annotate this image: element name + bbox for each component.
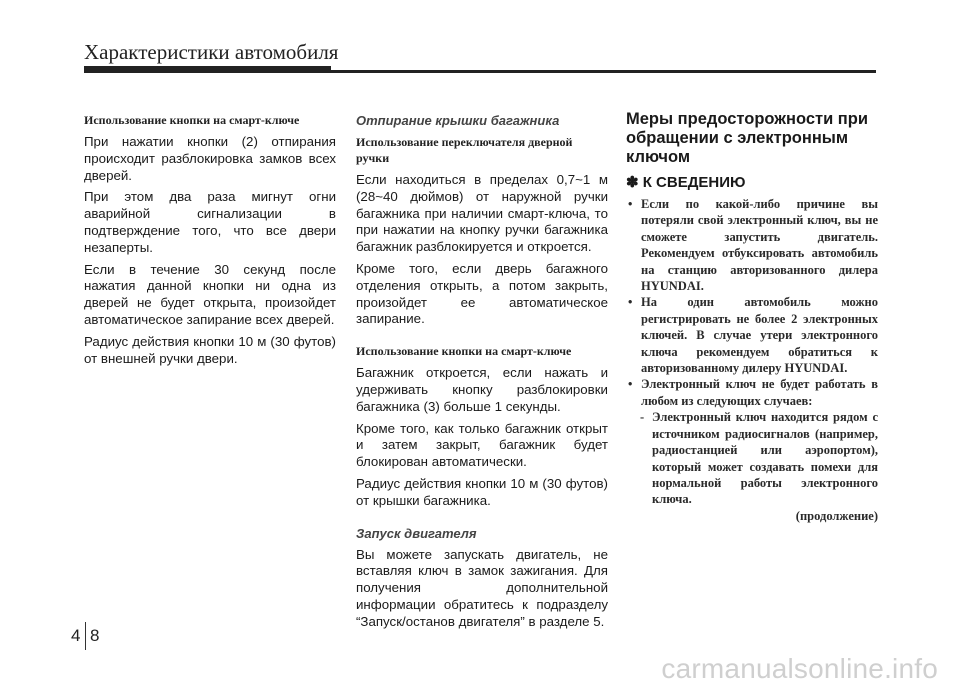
paragraph: Кроме того, если дверь багажного отделения открыть, а потом закрыть, произойдет ее автоматическое запирание. [356, 260, 608, 327]
continued-label: (продолжение) [795, 508, 878, 523]
bullet-icon: • [628, 295, 633, 310]
column-2 [356, 112, 608, 636]
paragraph: При нажатии кнопки (2) отпирания происходит разблокировка замков всех дверей. [84, 134, 336, 183]
header-rule [84, 70, 876, 73]
list-item: • На один автомобиль можно регистрировать не более 2 электронных ключей. В случае утери электронного ключа рекомендуем обратиться к авторизованному дилеру HYUNDAI. [628, 295, 878, 376]
page-number: 8 [90, 626, 100, 645]
paragraph: При этом два раза мигнут огни аварийной сигнализации в подтверждение того, что все двери незаперты. [84, 189, 336, 255]
page-number-divider [85, 622, 86, 650]
trunk-unlock-section-title: Отпирание крышки багажника [356, 113, 560, 128]
engine-start-section-title: Запуск двигателя [356, 525, 477, 541]
paragraph: Кроме того, как только багажник открыт и затем закрыт, багажник будет блокирован автоматически. [356, 420, 608, 470]
paragraph: Если в течение 30 секунд после нажатия данной кнопки ни одна из дверей не будет открыта, произойдет автоматическое запирание всех дверей. [84, 261, 336, 327]
smart-key-button-heading: Использование кнопки на смарт-ключе [356, 344, 572, 359]
column-3 [626, 112, 878, 524]
paragraph: Радиус действия кнопки 10 м (30 футов) от крышки багажника. [356, 475, 608, 508]
dash-list-item: - Электронный ключ находится рядом с источником радиосигналов (например, радиостанцией или аэропортом), который может создавать помехи для нормальной работы электронного ключа. [640, 410, 878, 507]
door-handle-switch-heading: Использование переключателя дверной ручки [356, 135, 573, 165]
paragraph: Вы можете запускать двигатель, не вставляя ключ в замок зажигания. Для получения дополнительной информации обратитесь к подразделу “Запуск/останов двигателя” в разделе 5. [356, 546, 608, 629]
column-1 [84, 112, 336, 372]
note-bullet-list [626, 196, 878, 409]
page-section-number: 4 [71, 626, 81, 645]
watermark: carmanualsonline.info [661, 653, 938, 684]
bullet-icon: • [628, 197, 633, 211]
dash-icon: - [640, 410, 645, 425]
bullet-icon: • [628, 377, 633, 392]
precautions-heading: Меры предосторожности при обращении с электронным ключом [626, 110, 868, 166]
paragraph: Если находиться в пределах 0,7~1 м (28~40 дюймов) от наружной ручки багажника при наличии смарт-ключа, то при нажатии на кнопку ручки багажника багажник разблокируется и откроется. [356, 172, 608, 255]
page-title: Характеристики автомобиля [84, 40, 339, 64]
smart-key-button-heading: Использование кнопки на смарт-ключе [84, 113, 300, 127]
list-item: • Если по какой-либо причине вы потеряли свой электронный ключ, вы не сможете запустить двигатель. Рекомендуем отбуксировать автомобиль на станцию авторизованного дилера HYUNDAI. [628, 197, 878, 294]
paragraph: Багажник откроется, если нажать и удерживать кнопку разблокировки багажника (3) больше 1 секунды. [356, 365, 608, 414]
note-title: ✽ К СВЕДЕНИЮ [626, 174, 746, 191]
paragraph: Радиус действия кнопки 10 м (30 футов) от внешней ручки двери. [84, 333, 336, 366]
list-item: • Электронный ключ не будет работать в любом из следующих случаев: [628, 377, 878, 408]
